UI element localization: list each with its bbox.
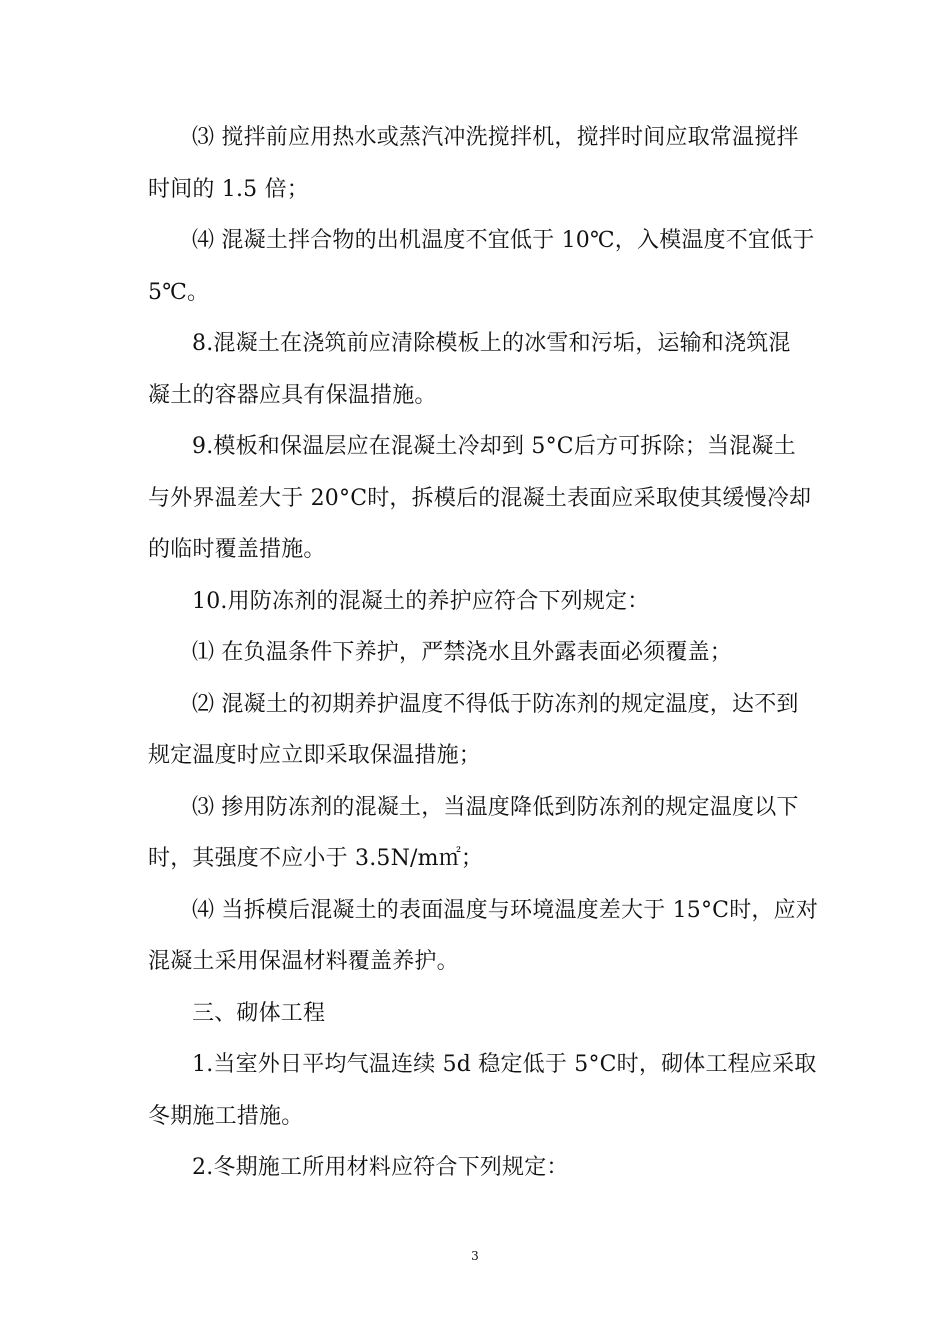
paragraph-line: 冬期施工措施。 bbox=[148, 1104, 304, 1129]
section-heading: 三、砌体工程 bbox=[192, 1001, 326, 1026]
paragraph-line: ⑴ 在负温条件下养护，严禁浇水且外露表面必须覆盖； bbox=[192, 640, 732, 665]
paragraph-line: 9.模板和保温层应在混凝土冷却到 5°C后方可拆除；当混凝土 bbox=[192, 434, 796, 459]
paragraph-line: 的临时覆盖措施。 bbox=[148, 537, 326, 562]
paragraph-line: 凝土的容器应具有保温措施。 bbox=[148, 383, 437, 408]
page-number: 3 bbox=[471, 1249, 479, 1263]
paragraph-line: 时间的 1.5 倍； bbox=[148, 177, 309, 202]
paragraph-line: 混凝土采用保温材料覆盖养护。 bbox=[148, 949, 459, 974]
paragraph-line: 10.用防冻剂的混凝土的养护应符合下列规定： bbox=[192, 589, 650, 614]
paragraph-line: ⑶ 掺用防冻剂的混凝土，当温度降低到防冻剂的规定温度以下 bbox=[192, 795, 799, 820]
paragraph-line: ⑶ 搅拌前应用热水或蒸汽冲洗搅拌机，搅拌时间应取常温搅拌 bbox=[192, 125, 799, 150]
paragraph-line: 与外界温差大于 20°C时，拆模后的混凝土表面应采取使其缓慢冷却 bbox=[148, 486, 812, 511]
paragraph-line: 时，其强度不应小于 3.5N/m㎡； bbox=[148, 846, 484, 871]
paragraph-line: 1.当室外日平均气温连续 5d 稳定低于 5°C时，砌体工程应采取 bbox=[192, 1052, 817, 1077]
paragraph-line: ⑷ 混凝土拌合物的出机温度不宜低于 10℃，入模温度不宜低于 bbox=[192, 228, 815, 253]
paragraph-line: 8.混凝土在浇筑前应清除模板上的冰雪和污垢，运输和浇筑混 bbox=[192, 331, 791, 356]
paragraph-line: ⑵ 混凝土的初期养护温度不得低于防冻剂的规定温度，达不到 bbox=[192, 692, 799, 717]
paragraph-line: 2.冬期施工所用材料应符合下列规定： bbox=[192, 1155, 569, 1180]
paragraph-line: 规定温度时应立即采取保温措施； bbox=[148, 743, 482, 768]
paragraph-line: ⑷ 当拆模后混凝土的表面温度与环境温度差大于 15°C时，应对 bbox=[192, 898, 819, 923]
paragraph-line: 5℃。 bbox=[148, 280, 210, 305]
